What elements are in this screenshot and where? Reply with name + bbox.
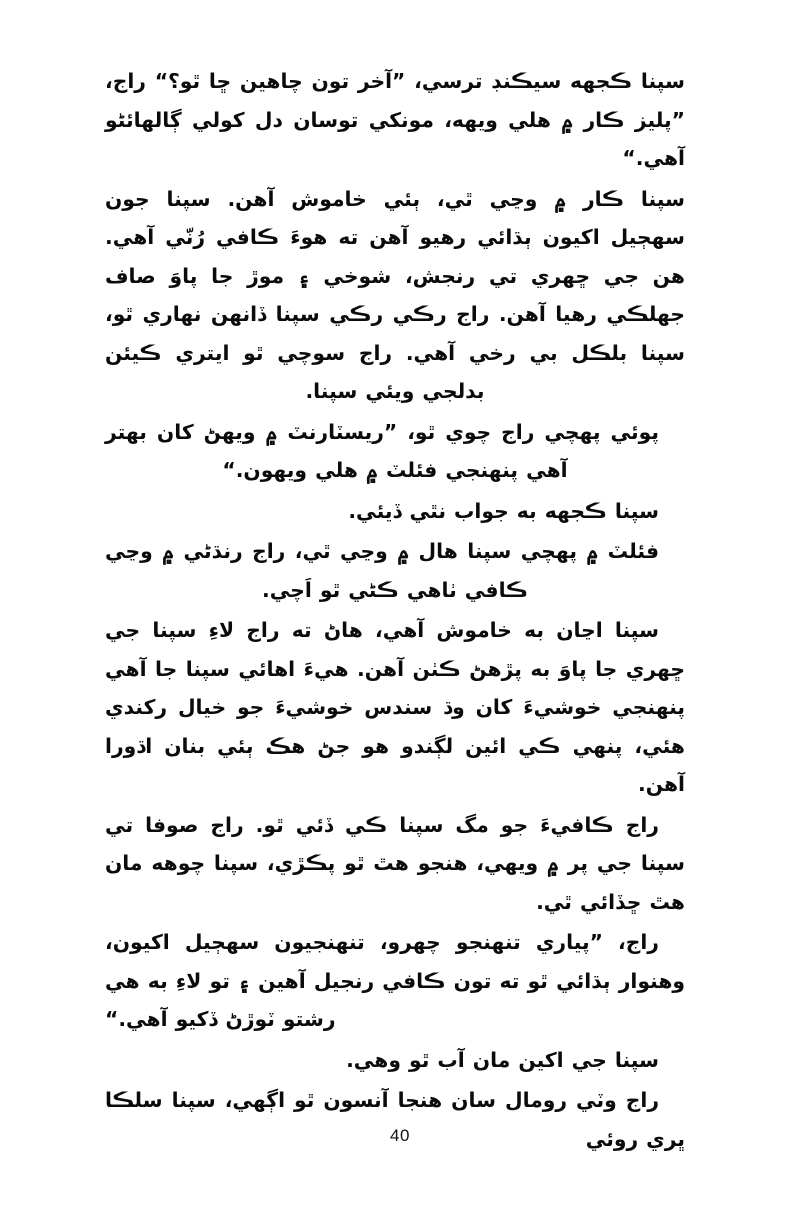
body-text-block — [105, 62, 685, 1160]
paragraph: سپنا ڪار ۾ وڃي ٿي، ٻئي خاموش آهن. سپنا جون سهڄيل اکيون ٻڌائي رهيو آهن ته هوءَ ڪافي رُنّي آهي. هن جي ڇهري تي رنجش، شوخي ۽ موڙ جا پاوَ صاف جهلڪي رهيا آهن. راج رڪي رڪي سپنا ڏانهن نهاري ٿو، سپنا بلڪل بي رخي آهي. راج سوچي ٿو ايتري ڪيئن بدلجي ويئي سپنا. — [105, 186, 685, 403]
paragraph: فئلٽ ۾ پهچي سپنا هال ۾ وڃي ٿي، راج رنڌڻي ۾ وڃي ڪافي ٺاهي ڪڻي ٿو اَچي. — [105, 539, 659, 602]
paragraph: راج، ”پياري تنهنجو چهرو، تنهنجيون سهڄيل اکيون، وهنوار ٻڌائي ٿو ته تون ڪافي رنجيل آهين ۽ تو لاءِ به هي رشتو ٽوڙڻ ڏکيو آهي.“ — [105, 930, 685, 1031]
paragraph: سپنا ڪجهه به جواب نٿي ڏيئي. — [348, 498, 659, 523]
paragraph: راج وٽي رومال سان هنجا آنسون ٿو اڳهي، سپنا سلڪا ڀري روئي — [105, 1088, 685, 1151]
paragraph: پوئي پهچي راج چوي ٿو، ”ريسٽارنٽ ۾ ويهڻ کان بهتر آهي پنهنجي فئلٽ ۾ هلي ويهون.“ — [105, 419, 659, 482]
paragraph: سپنا ڪجهه سيڪنڊ ترسي، ”آخر تون چاهين ڇا ٿو؟“ راج، ”پليز ڪار ۾ هلي ويهه، مونکي توسان دل کولي ڳالهائڻو آهي.“ — [105, 69, 685, 170]
paragraph: سپنا اڃان به خاموش آهي، هاڻ ته راج لاءِ سپنا جي ڇهري جا پاوَ به پڙهڻ ڪٺن آهن. هيءَ اهائي سپنا جا آهي پنهنجي خوشيءَ کان وڌ سندس خوشيءَ جو خيال رکندي هئي، پنهي ڪي ائين لڳندو هو جڻ هڪ ٻئي بنان اڌورا آهن. — [105, 618, 685, 796]
paragraph: سپنا جي اکين مان آب ٿو وهي. — [346, 1047, 659, 1072]
paragraph: راج ڪافيءَ جو مگ سپنا ڪي ڏئي ٿو. راج صوفا تي سپنا جي پر ۾ ويهي، هنجو هٿ ٿو پڪڙي، سپنا چوهه مان هٿ ڇڏائي ٿي. — [105, 812, 685, 914]
page-number: 40 — [390, 1126, 410, 1145]
